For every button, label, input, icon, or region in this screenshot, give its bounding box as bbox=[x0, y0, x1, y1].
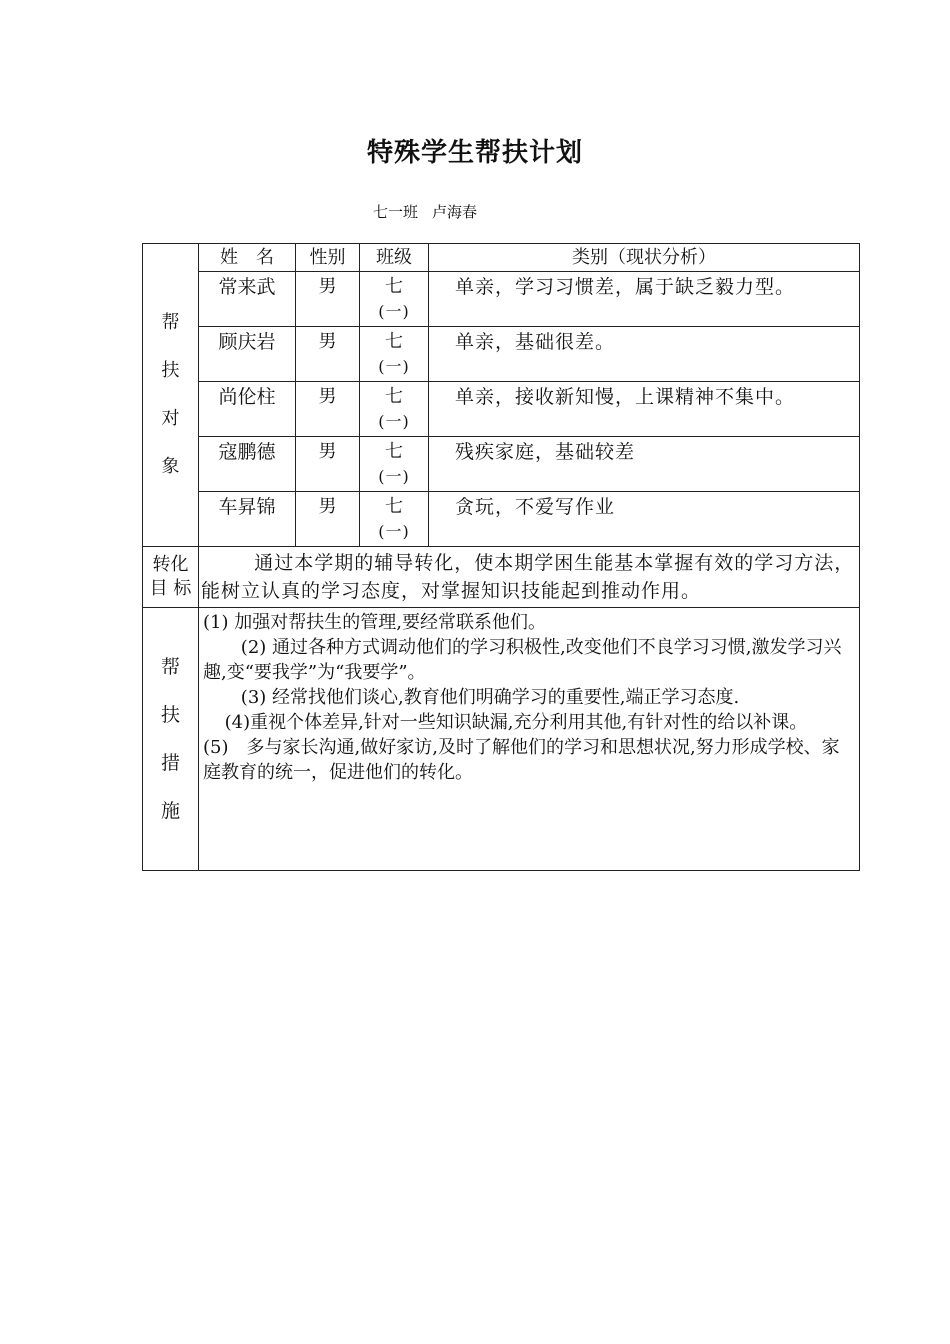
header-name: 姓 名 bbox=[199, 244, 296, 272]
page-title: 特殊学生帮扶计划 bbox=[366, 138, 583, 168]
student-desc: 残疾家庭，基础较差 bbox=[429, 437, 860, 492]
header-class: 班级 bbox=[360, 244, 429, 272]
student-class: 七 (一) bbox=[360, 382, 429, 437]
header-category: 类别（现状分析） bbox=[429, 244, 860, 272]
student-class: 七 (一) bbox=[360, 492, 429, 547]
student-class: 七 (一) bbox=[360, 272, 429, 327]
student-desc: 单亲，基础很差。 bbox=[429, 327, 860, 382]
student-name: 常来武 bbox=[199, 272, 296, 327]
plan-table bbox=[142, 243, 860, 871]
student-desc: 贪玩，不爱写作业 bbox=[429, 492, 860, 547]
measures-text bbox=[199, 608, 860, 871]
student-gender: 男 bbox=[296, 492, 360, 547]
header-gender: 性别 bbox=[296, 244, 360, 272]
subtitle bbox=[373, 201, 491, 222]
student-desc: 单亲，学习习惯差，属于缺乏毅力型。 bbox=[429, 272, 860, 327]
table-row bbox=[143, 272, 860, 327]
goal-row bbox=[143, 547, 860, 608]
student-class: 七 (一) bbox=[360, 437, 429, 492]
class-name: 七一班 bbox=[373, 203, 419, 221]
table-row bbox=[143, 437, 860, 492]
student-gender: 男 bbox=[296, 382, 360, 437]
table-row bbox=[143, 327, 860, 382]
goal-label: 转化 目 标 bbox=[143, 547, 199, 608]
student-name: 寇鹏德 bbox=[199, 437, 296, 492]
header-row bbox=[143, 244, 860, 272]
measures-row bbox=[143, 608, 860, 871]
student-gender: 男 bbox=[296, 437, 360, 492]
teacher-name: 卢海春 bbox=[432, 203, 478, 221]
student-name: 顾庆岩 bbox=[199, 327, 296, 382]
goal-text: 通过本学期的辅导转化，使本期学困生能基本掌握有效的学习方法，能树立认真的学习态度，对掌握知识技能起到推动作用。 bbox=[199, 547, 860, 608]
student-desc: 单亲，接收新知慢，上课精神不集中。 bbox=[429, 382, 860, 437]
measure-item: (3) 经常找他们谈心,教育他们明确学习的重要性,端正学习态度. bbox=[240, 687, 740, 708]
measure-item: (1) 加强对帮扶生的管理,要经常联系他们。 bbox=[203, 612, 546, 633]
table-row bbox=[143, 382, 860, 437]
student-name: 尚伦柱 bbox=[199, 382, 296, 437]
measure-item: (2) 通过各种方式调动他们的学习积极性,改变他们不良学习习惯,激发学习兴趣,变“要我学”为“我要学”。 bbox=[203, 637, 842, 683]
measure-item: (4)重视个体差异,针对一些知识缺漏,充分利用其他,有针对性的给以补课。 bbox=[224, 712, 808, 733]
section-label-targets: 帮 扶 对 象 bbox=[143, 244, 199, 547]
table-row bbox=[143, 492, 860, 547]
student-name: 车昇锦 bbox=[199, 492, 296, 547]
student-gender: 男 bbox=[296, 272, 360, 327]
student-class: 七 (一) bbox=[360, 327, 429, 382]
measure-item: (5) 多与家长沟通,做好家访,及时了解他们的学习和思想状况,努力形成学校、家庭教育的统一，促进他们的转化。 bbox=[203, 737, 840, 783]
section-label-measures: 帮 扶 措 施 bbox=[143, 608, 199, 871]
student-gender: 男 bbox=[296, 327, 360, 382]
